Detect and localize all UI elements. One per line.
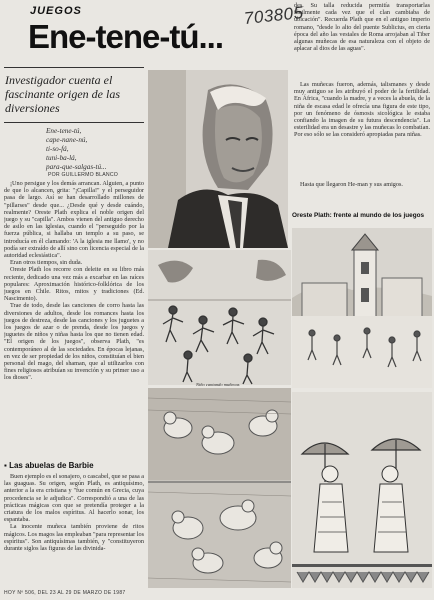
cherubs-drawing xyxy=(148,388,291,588)
article-column-2c xyxy=(294,181,430,197)
page-footer: HOY Nº 506, DEL 23 AL 29 DE MARZO DE 1987 xyxy=(4,590,126,596)
paragraph: Hasta que llegaron He-man y sus amigos. xyxy=(300,181,403,188)
paragraph: La inocente muñeca también proviene de ritos mágicos. Los magos las empleaban "para representar los espíritus". Son antiquísimas también, y "constituyeron durante siglos las figuras de las divinida- xyxy=(4,523,144,553)
paragraph: ¡Uno persigue y los demás arrancan. Alguien, a punto de que lo alcancen, grita: "¡Capilla!" y el perseguidor pasa de largo. Así se han desarrollado millones de "pillarses" desde que... ¿Desde qué y desde cuándo, realmente? Oreste Plath explica el noble origen del juego y su "capilla". Ambos vienen del antiguo derecho de asilo en las iglesias, cuando el "perseguido por la fuerza pública, si hallaba un templo a su paso, se introducía en él clamando: 'A la iglesia me llamo', y no podía ser extraído de allí sino con licencia especial de la autoridad eclesiástica". xyxy=(4,180,144,260)
paragraph: des. Su talla reducida permitía transportarlas fácilmente cada vez que el clan cambiaba de ubicación". Recuerda Plath que en el antiguo imperio romano, "desde lo alto del puente Sublicius, en cierta época del año las vestales de Roma arrojaban al Tiber algunas muñecas de esa naturaleza con el objeto de aplacar al dios de las aguas". xyxy=(294,2,430,53)
headline: Ene-tene-tú... xyxy=(28,18,224,55)
byline: POR GUILLERMO BLANCO xyxy=(48,172,119,178)
divider-rule xyxy=(4,122,144,123)
church-scene-drawing xyxy=(292,228,432,388)
portrait-illustration xyxy=(148,70,288,248)
paragraph: Eran otros tiempos, sin duda. xyxy=(10,259,83,267)
children-playing-drawing xyxy=(148,250,291,385)
rhyme-line: para-que-salgas-tú... xyxy=(46,163,107,171)
illustration-caption: Niño cantando muñecas xyxy=(196,382,240,387)
rhyme-line: ti-so-fá, xyxy=(46,145,69,153)
divider-rule xyxy=(4,67,144,68)
archive-stamp: 703805 xyxy=(243,2,305,29)
rhyme-line: Ene-tene-tú, xyxy=(46,127,82,135)
deck-subtitle: Investigador cuenta el fascinante origen de las diversiones xyxy=(5,73,120,115)
paragraph: Trae de todo, desde las canciones de corro hasta las diversiones de adultos, desde los romances hasta los juegos de destreza, desde las canciones y los juguetes a los juegos de azar o de prenda, desde los juegos y juguetes de niños y niñas hasta los que no tienen edad. "El origen de los juegos", observa Plath, "es contemporáneo al de las sociedades. En épocas lejanas, en vez de ser propiedad de los niños, constituían el bien personal del mago, del shaman, que al utilizarlos con fines religiosos atribuían su invención y su primer uso a los dioses". xyxy=(4,302,144,382)
portrait-photo xyxy=(148,70,288,248)
paragraph: Buen ejemplo es el sonajero, o cascabel, que se pasa a las guaguas. Su origen, según Plath, es antiquísimo, anterior a la era cristiana y "fue común en Grecia, cuya procedencia se le adjudica". Correspondió a una de las prácticas mágicas con que se pretendía proteger a la criatura de los malos espíritus. Al hacerlo sonar, los espantaba. xyxy=(4,473,144,524)
subheading-text: Las abuelas de Barbie xyxy=(9,461,94,470)
section-label: JUEGOS xyxy=(30,5,82,17)
rhyme-line: tuni-ba-lá, xyxy=(46,154,77,162)
photo-caption: Oreste Plath: frente al mundo de los juegos xyxy=(292,212,425,219)
article-column-1b xyxy=(4,473,144,587)
rhyme-verse xyxy=(46,127,142,172)
children-playing-illustration xyxy=(148,250,291,385)
subheading: ▪ Las abuelas de Barbie xyxy=(4,461,94,470)
article-column-2b xyxy=(294,81,430,181)
article-column-2 xyxy=(294,2,430,78)
cherubs-engraving xyxy=(148,388,291,588)
paragraph: Las muñecas fueron, además, talismanes y desde muy antiguo se les atribuyó el poder de la fertilidad. En África, "cuando la madre, y a veces la abuela, de la niña de escasa edad le ofrecía una figura de este tipo, por un fenómeno de ósmosis sicológica le estaba confiando la imagen de su futura descendencia". La esterilidad era un desastre y las muñecas lo combatían. Por eso sólo se las consideró apropiadas para niñas. xyxy=(294,81,430,139)
article-column-1 xyxy=(4,180,144,442)
parasol-figures-drawing xyxy=(292,392,432,588)
parasol-figures-illustration xyxy=(292,392,432,588)
church-scene-illustration xyxy=(292,228,432,388)
paragraph: Oreste Plath los recorre con deleite en su libro más reciente, dedicado una vez más a excarbar en las raíces populares: Aproximación histórico-folklórica de los juegos en Chile. Ritos, mitos y tradiciones (Ed. Nascimento). xyxy=(4,266,144,303)
rhyme-line: cape-nane-nú, xyxy=(46,136,88,144)
